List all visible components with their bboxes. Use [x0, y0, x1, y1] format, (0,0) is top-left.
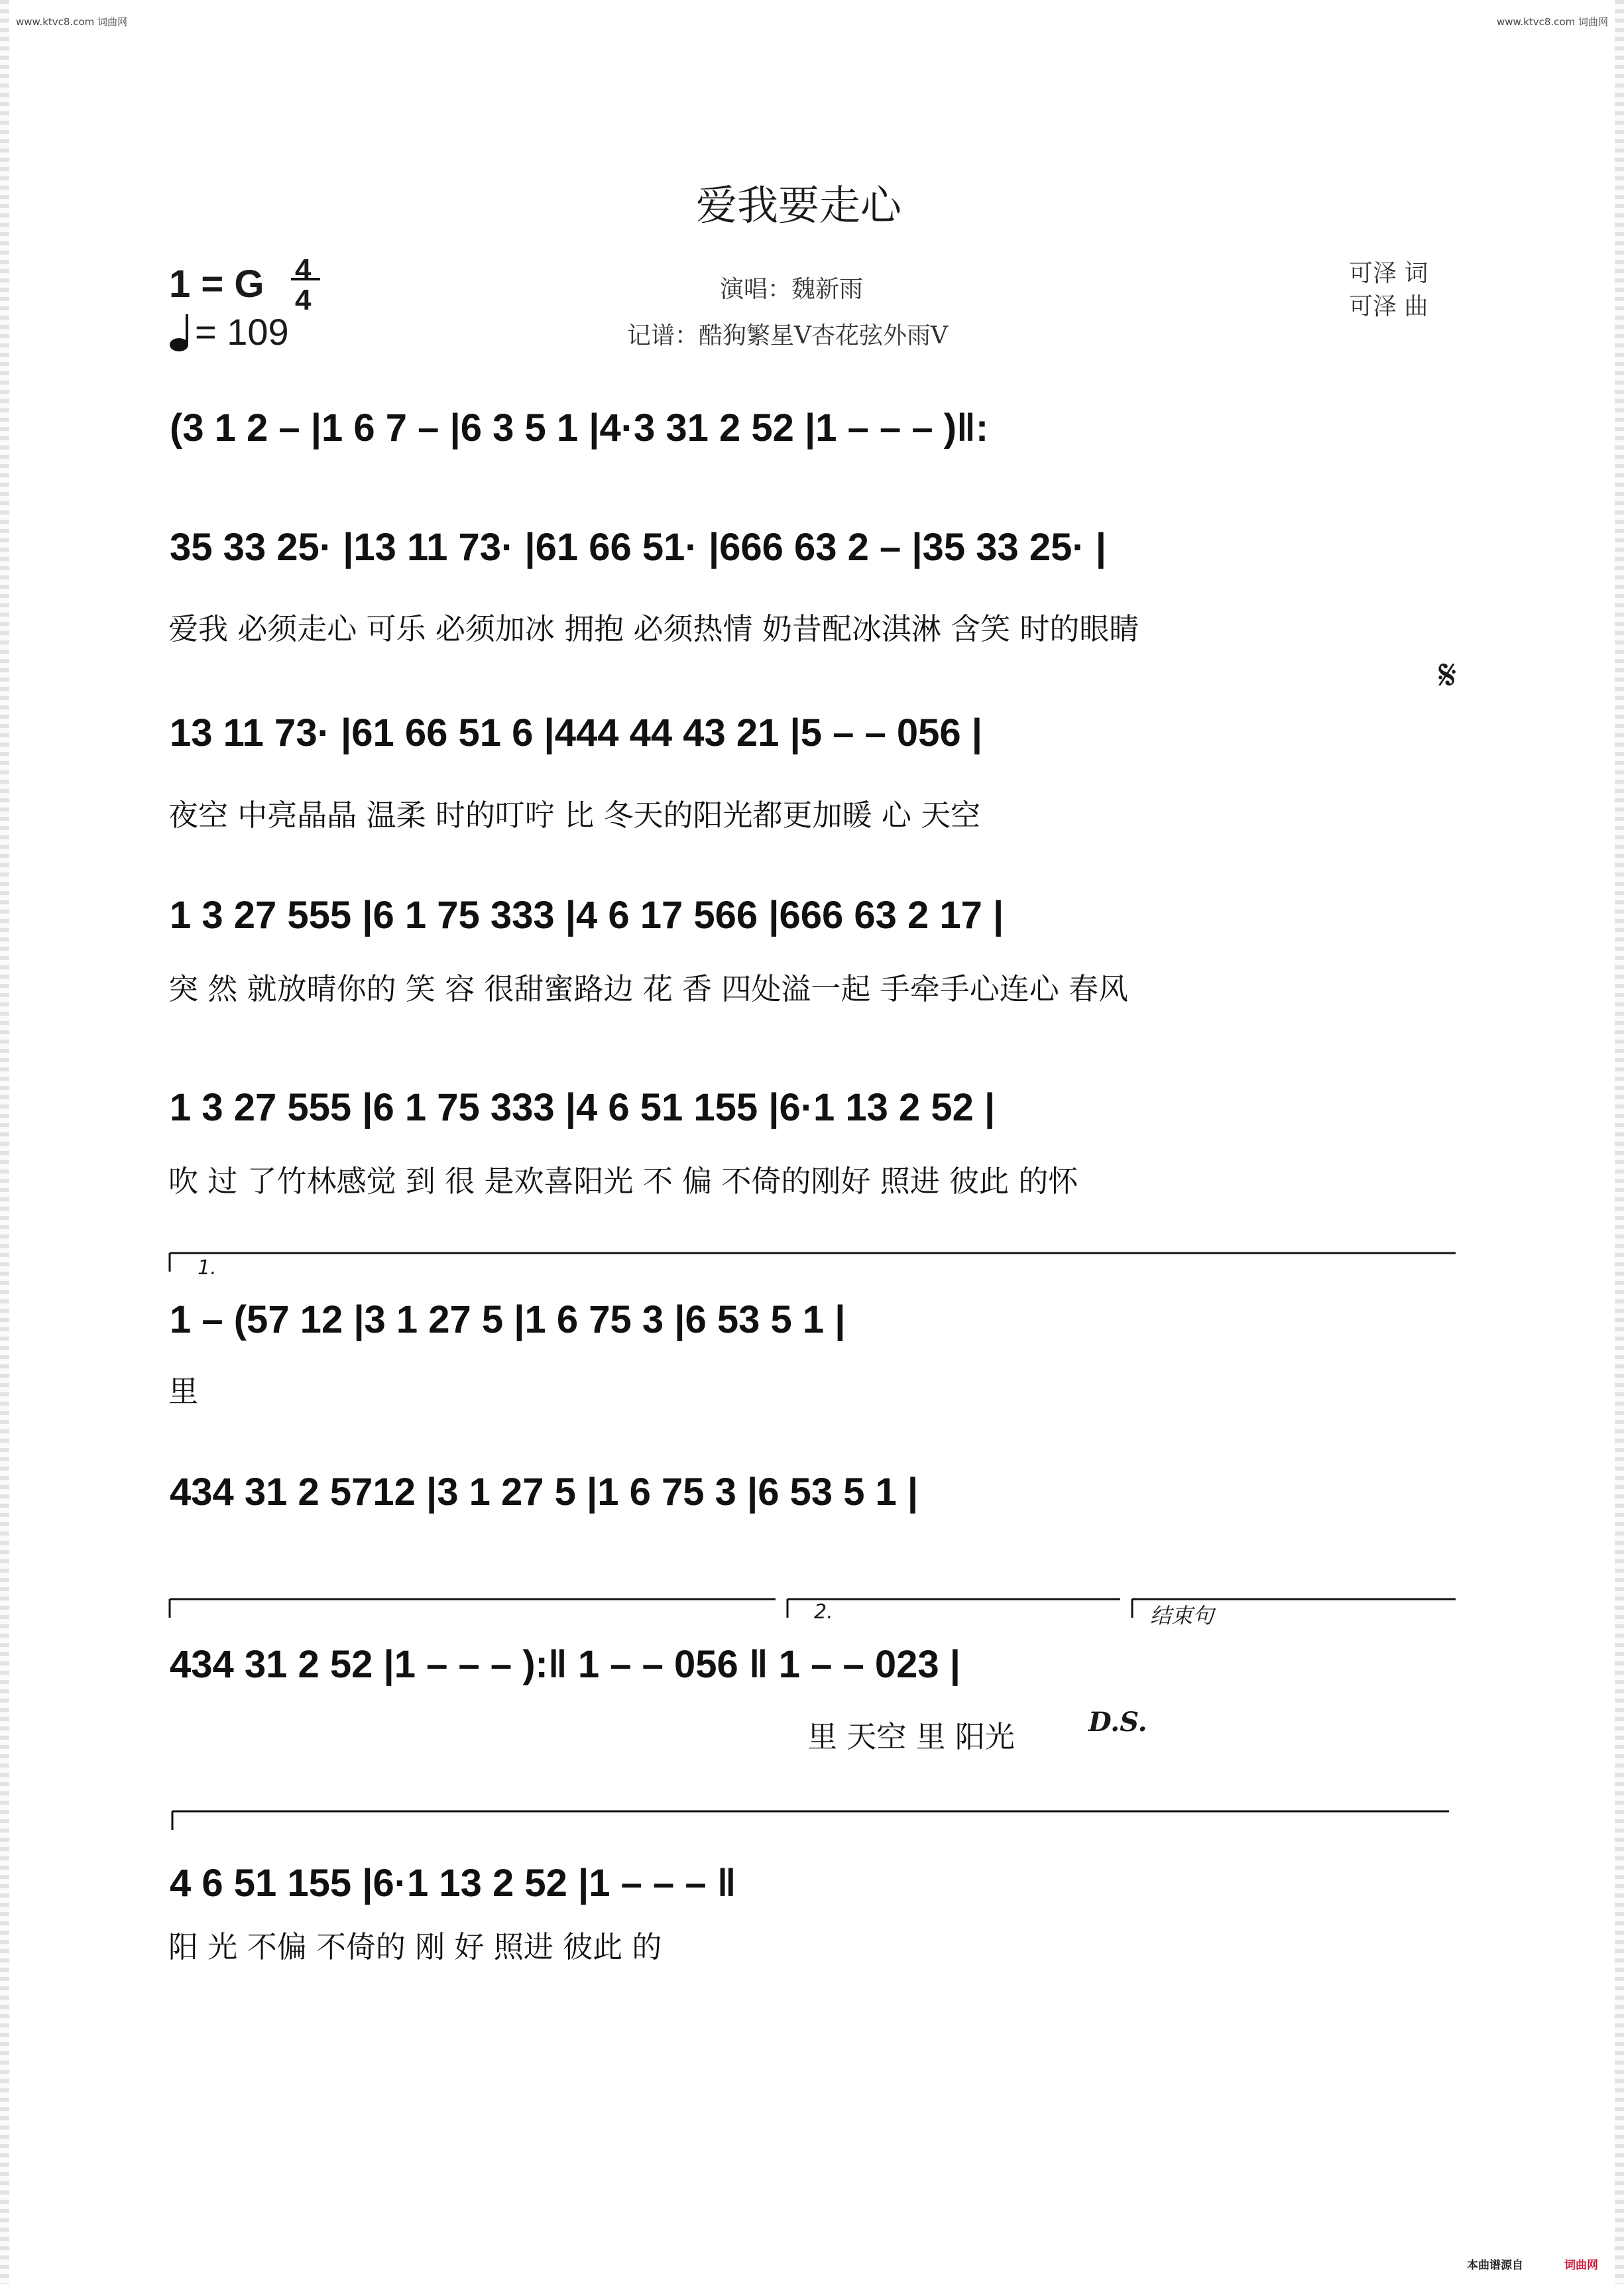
corner-watermark-left: www.ktvc8.com 词曲网: [16, 16, 128, 28]
notation-line-1: (3 1 2 – |1 6 7 – |6 3 5 1 |4·3 31 2 52 |1 – – – )‖:: [170, 406, 989, 450]
notation-line-9: 4 6 51 155 |6·1 13 2 52 |1 – – – ‖: [170, 1862, 736, 1905]
lyric-line-4: 突 然 就放晴你的 笑 容 很甜蜜路边 花 香 四处溢一起 手牵手心连心 春风: [168, 971, 1129, 1006]
lyric-line-5: 吹 过 了竹林感觉 到 很 是欢喜阳光 不 偏 不倚的刚好 照进 彼此 的怀: [168, 1164, 1078, 1199]
key-signature: 1 = G: [169, 263, 264, 306]
footer-brand: 词曲网: [1564, 2259, 1598, 2272]
coda-label: 结束句: [1150, 1603, 1214, 1628]
song-title: 爱我要走心: [696, 181, 902, 229]
notation-line-3: 13 11 73· |61 66 51 6 |444 44 43 21 |5 – – 056 |: [170, 711, 982, 754]
time-signature-bottom: 4: [295, 284, 312, 316]
notation-line-4: 1 3 27 555 |6 1 75 333 |4 6 17 566 |666 63 2 17 |: [170, 894, 1004, 937]
lyric-line-6: 里: [168, 1374, 199, 1409]
composer-credit: 可泽 曲: [1349, 293, 1428, 320]
lyric-line-8: 里 天空 里 阳光: [807, 1719, 1015, 1754]
transcriber-credit: 记谱：酷狗繁星V杏花弦外雨V: [627, 322, 948, 349]
lyricist-credit: 可泽 词: [1349, 260, 1428, 287]
notation-line-7: 434 31 2 5712 |3 1 27 5 |1 6 75 3 |6 53 5 1 |: [170, 1471, 919, 1514]
volta-2-label: 2.: [814, 1600, 833, 1624]
corner-watermark-right: www.ktvc8.com 词曲网: [1496, 16, 1608, 28]
singer-credit: 演唱：魏新雨: [720, 276, 864, 303]
dal-segno-marking: D.S.: [1088, 1707, 1147, 1738]
notation-line-8: 434 31 2 52 |1 – – – ):‖ 1 – – 056 ‖ 1 – – 023 |: [170, 1643, 961, 1686]
notation-line-6: 1 – (57 12 |3 1 27 5 |1 6 75 3 |6 53 5 1 |: [170, 1298, 846, 1341]
lyric-line-2: 爱我 必须走心 可乐 必须加冰 拥抱 必须热情 奶昔配冰淇淋 含笑 时的眼睛: [168, 611, 1139, 646]
segno-icon: 𝄋: [1438, 651, 1457, 700]
footer-source-label: 本曲谱源自: [1467, 2259, 1523, 2272]
time-signature-top: 4: [295, 253, 312, 286]
notation-line-2: 35 33 25· |13 11 73· |61 66 51· |666 63 2 – |35 33 25· |: [170, 526, 1106, 569]
tempo-marking: = 109: [195, 311, 289, 353]
notation-line-5: 1 3 27 555 |6 1 75 333 |4 6 51 155 |6·1 13 2 52 |: [170, 1086, 996, 1129]
lyric-line-9: 阳 光 不偏 不倚的 刚 好 照进 彼此 的: [168, 1929, 662, 1964]
volta-1-label: 1.: [198, 1256, 217, 1280]
lyric-line-3: 夜空 中亮晶晶 温柔 时的叮咛 比 冬天的阳光都更加暖 心 天空: [168, 798, 981, 833]
